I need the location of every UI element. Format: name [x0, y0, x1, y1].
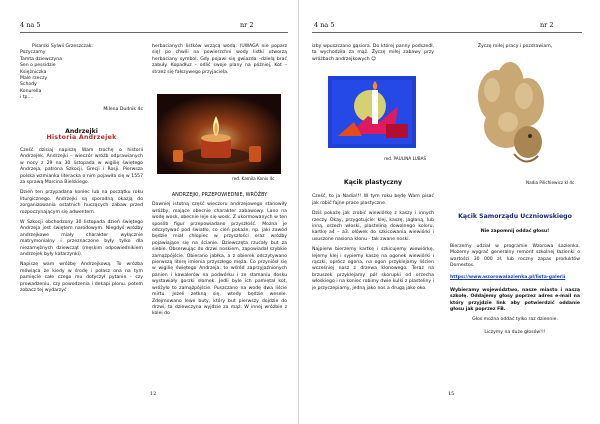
plastic-corner-title: Kącik plastyczny	[343, 179, 403, 186]
andrzejki-paragraph: W Szkocji obchodzony 30 listopada dzień świętego Andrzeja jest świętem narodowym. Niegdyś wróżby andrzejkowe miały charakter wyłącznie matrymonialny i przeznaczone były tylko dla niezamężnych dziewcząt (męskim odpowiednikiem andrzejek były katarzynki).	[20, 219, 143, 257]
left-page	[0, 0, 299, 424]
wrozby-heading: ANDRZEJKI, PRZEPOWIEDNIE, WRÓŻBY	[171, 192, 268, 198]
right-page	[300, 0, 600, 424]
left-column-2	[152, 44, 287, 80]
plastic-paragraph: Najpierw bierzemy kartkę i szkicujemy wiewiórkę, lejemy klej i sypiemy kaszę na ogonek wiewiórki i rączki, oprócz ogona, na ogon przyklejamy liścien wcześniej nasz z drzewa klonowego. Teraz na brzuszek przyklejamy pół skorupki od orzecha włoskiego i na koniec robimy dwie kulki z plasteliny i je przyczepiamy, jedną jako nos a drugą jako oko.	[312, 247, 434, 291]
artwork-caption: red. PAULINA LUBAS	[384, 156, 427, 161]
song-item: Male rzeczy	[20, 76, 48, 82]
song-item: Sen o pessidzie	[20, 63, 56, 69]
council-closing: Liczymy na duże głosów!!!	[484, 329, 546, 335]
plastic-paragraph: Dziś pokażę jak zrobić wiewiórkę z kaszy i innych rzeczy. Okay, przygotujcie: klej, kaszę, jagłaną, lub inną, orzech włoski, plasteliną dowolnego koloru, kartkę a4 – a3. ołówek do szkicowania wiewiórki i ususzone nasiona klonu - tak zwane noski.	[312, 211, 434, 242]
closing-wish: Życzę miłej pracy i pozdrawiam,	[477, 44, 553, 49]
andrzejki-paragraph: Napiszę wam wróżbę Andrzejkową. To wróżba mówiąca że kiedy w środę i połasz ona na tym pamięcie całe czego mu dotyczył pytanie - czy prowadzeniu, czy powodzenia i dekapi plonu. potem zobacz tej wydarzyć	[20, 262, 143, 293]
running-header-title: 4 na 5	[20, 21, 41, 29]
council-note: Głos można oddać tylko raz dziennie.	[472, 317, 558, 323]
header-rule	[312, 32, 582, 33]
left-column-2-lower	[152, 192, 287, 322]
council-voting-link[interactable]: https://www.wzorowalazienka.pl/lista-galerii	[450, 275, 566, 281]
council-instructions: Wybieramy województwo, nasze miasto i naszą szkołę. Oddajemy głosy poprzez adres e-mail na który przyjdzie link aby potwierdzić oddanie głosu jak poprzez FB.	[450, 287, 580, 313]
council-subtitle: Nie zapomnij oddać głosu!	[480, 229, 550, 235]
andrzejki-title: Andrzejki	[65, 128, 98, 136]
andrzejki-paragraph: Cześć dzisiaj napiszę Wam trochę o historii Andrzejek. Andrzejki – wieczór wróżb odprawianych w nocy z 29 na 30 listopada w wigilię świętego Andrzeja, patrona Szkocji, Grecji i Rosji. Pierwsza polska wzmianka literacka o nim pojawiła się w 1557 za sprawą Marcina Bielskiego.	[20, 147, 143, 185]
song-item: i tp….	[20, 95, 34, 101]
song-item: Konurella	[20, 88, 42, 94]
wrozba-continuation: herbacianych listków wrzącą wodą. (UWAGA nie poparz się) po chwili na powierzchni wody listki utworzą herbaciany symbol. Gdy pojawi się gwiazda –dzielą brać zabuły. Kopadłuz – odlić swoje plany na później, Kot – strzeż się fałszywego przyjaciela.	[152, 44, 287, 75]
page-number: 12	[150, 391, 157, 397]
right-column-2	[450, 44, 580, 50]
running-header-title: 4 na 5	[314, 21, 335, 29]
left-column-1	[20, 44, 143, 298]
candle-artwork	[328, 76, 416, 148]
wheat-squirrel-artwork	[466, 56, 562, 176]
page-number: 15	[448, 391, 455, 397]
running-header-issue: nr 2	[540, 21, 554, 29]
wrozby-body: Dawniej istotną część wieczoru andrzejowego stanowiły wróżby, mające obecnie charakter zabawowy. Lano na wodę wosk, obecnie leje się wosk. Z ukormowanych w ten sposób figur przepowiadano przyszłość. Można je odczytywać pod światło, co cień pokaże, np. jaki zawód będzie miał chłopiec w przyszłości oraz wróżby pojawiające się na ścianie. Dziewczęta rzucały but za siebie. Obserwując do drzwi noskiem, zapowiadał szybkie zamążpójście. Obierano jabłka, a z obierek odczytywano pierwszą literę imienia przyszłego męża. Co przyniósł się w wigilię świętego Andrzeja, to wśród zaprzyjaźnionych panien i kawalerów na podwórku i ze słamaniu dosku wystawiały gorzki słomek. Jedli byle ich pamiętał kot, wróżyło to zamążpójście. Puszczano na wodę dwa liście mirtu. Jeżeli zetkną się, wtedy będzie wesele. Zdejmowano lewe buty, który but pierwszy dojdzie do drzwi, ta dziewczyna wyjdzie za mąż. W innej wróżbie z kolei do	[152, 202, 287, 317]
song-list-heading: Pisarski Sylwii Grzeszczak:	[32, 44, 93, 49]
right-column-1-lower	[312, 180, 434, 296]
song-list-author: Milena Dudnik 4c	[103, 106, 143, 112]
right-column-1	[312, 44, 434, 67]
council-corner-title: Kącik Samorządu Uczniowskiego	[458, 213, 572, 220]
header-rule	[20, 32, 288, 33]
wrozba-ending: izby wpuszczano gąsiora. Do której panny podszedł, ta wychodziła za mąż. Życzę miłej zabawy przy wróżbach andrzejkowych ☺	[312, 44, 434, 62]
andrzejki-subtitle: Historia Andrzejek	[46, 134, 117, 142]
right-column-2-lower	[450, 214, 580, 340]
photo-caption: red. Kamila Konis 4c	[232, 176, 275, 181]
running-header-issue: nr 2	[240, 21, 254, 29]
song-item: Pozyczamy	[20, 50, 46, 56]
song-item: Tamta dziewczyna	[20, 56, 62, 62]
plastic-paragraph: Cześć, to ja Nadia!!! W tym roku będę Wam pisać jak robić fajne prace plastyczne.	[312, 194, 434, 206]
candle-photo	[157, 94, 281, 174]
council-link-wrap	[450, 275, 580, 281]
song-item: Schody	[20, 82, 37, 88]
wheat-caption: Nadia Pilichiewicz kl 4c	[526, 180, 575, 185]
council-paragraph: Bierzemy udział w programie Wzorowa Łazienka. Możemy wygrać generalny remont szkolnej łazienki o wartości 30 000 zł, lub roczny zapas produktów Domestos.	[450, 243, 580, 269]
song-list	[20, 44, 143, 102]
andrzejki-paragraph: Dzień ten przypadana koniec lub na początku roku liturgicznego. Andrzejki są sporadną okazją do zorganizowania ostatnich huczących zabaw przed rozpoczynającym się adwentem.	[20, 190, 143, 215]
song-item: Księżniczka	[20, 69, 47, 75]
